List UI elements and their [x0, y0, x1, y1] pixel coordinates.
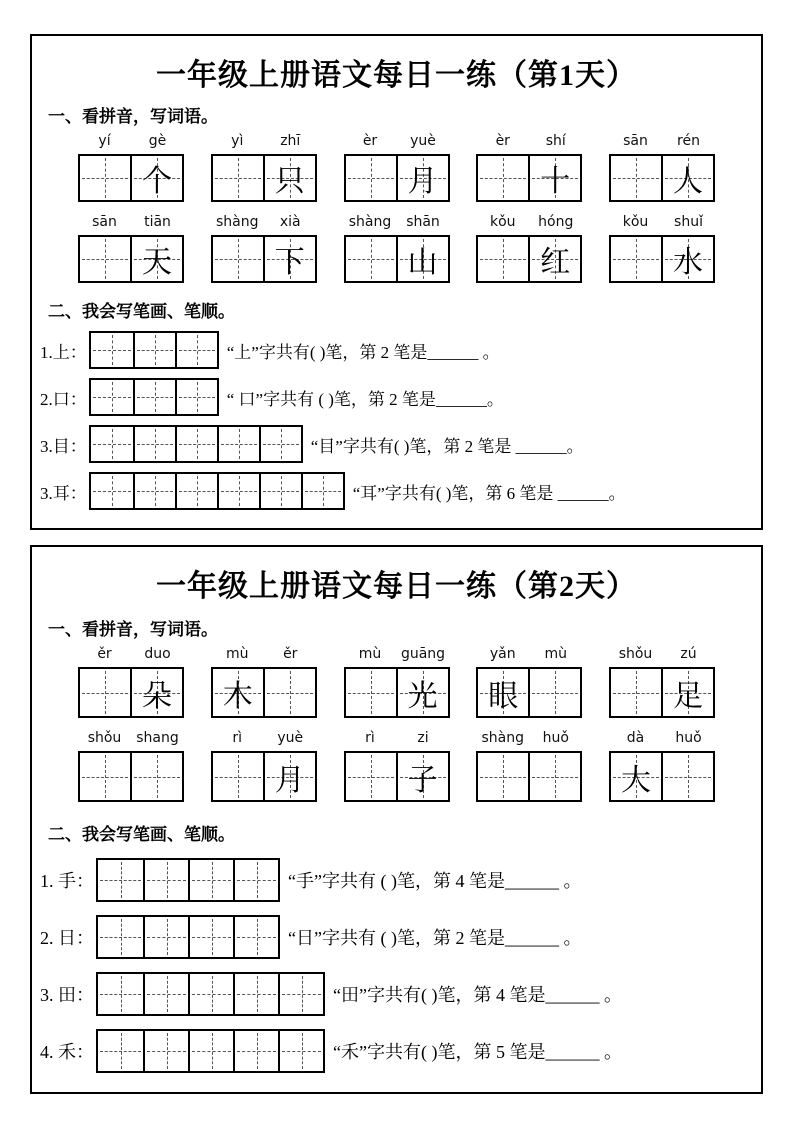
writing-cell — [478, 156, 528, 200]
word-item — [211, 646, 317, 718]
character-writing-box — [609, 154, 715, 202]
pinyin-syllable: ěr — [283, 646, 298, 662]
character-text: 子 — [407, 763, 438, 797]
stroke-practice-section — [32, 858, 761, 1073]
pinyin-syllable: sān — [92, 214, 117, 230]
character-text — [663, 753, 713, 800]
pinyin-syllable: guāng — [400, 646, 446, 662]
writing-cell — [80, 669, 130, 716]
practice-cell — [233, 917, 278, 957]
pinyin-syllable: zhī — [280, 133, 301, 149]
section-heading-pinyin: 一、看拼音，写词语。 — [48, 107, 218, 126]
character-text — [265, 669, 315, 716]
practice-cell — [91, 333, 133, 367]
section-heading-strokes: 二、我会写笔画、笔顺。 — [48, 302, 235, 321]
practice-cell — [175, 427, 217, 461]
pinyin-syllable: rén — [677, 133, 700, 149]
stroke-question: “ 口”字共有 ( )笔，第 2 笔是______。 — [226, 389, 504, 409]
practice-boxes — [89, 425, 303, 463]
writing-cell — [611, 237, 661, 281]
writing-cell — [213, 753, 263, 800]
pinyin-syllable: yuè — [277, 730, 304, 746]
word-item — [609, 646, 715, 718]
word-item — [78, 133, 184, 202]
practice-boxes — [89, 472, 345, 510]
character-writing-box — [476, 751, 582, 802]
writing-cell — [661, 156, 713, 200]
writing-cell — [130, 237, 182, 281]
practice-cell — [233, 1031, 278, 1071]
character-writing-box — [609, 667, 715, 718]
character-text: 水 — [673, 246, 703, 279]
pinyin-label — [609, 133, 715, 154]
character-text — [213, 753, 263, 800]
pinyin-label — [476, 730, 582, 751]
character-text — [346, 156, 396, 200]
stroke-label: 1.上： — [40, 342, 87, 362]
character-text — [611, 237, 661, 281]
character-text — [611, 669, 661, 716]
writing-cell — [611, 156, 661, 200]
character-writing-box — [344, 751, 450, 802]
pinyin-syllable: zú — [680, 646, 697, 662]
writing-cell — [346, 156, 396, 200]
character-text: 人 — [673, 165, 703, 198]
practice-cell — [91, 427, 133, 461]
character-text — [478, 156, 528, 200]
character-text: 朵 — [142, 679, 172, 713]
practice-cell — [91, 380, 133, 414]
word-item — [344, 730, 450, 802]
stroke-question: “上”字共有( )笔，第 2 笔是______ 。 — [226, 342, 500, 362]
pinyin-syllable: duo — [144, 646, 171, 662]
page-title: 一年级上册语文每日一练（第2天） — [156, 570, 637, 603]
character-text: 光 — [407, 679, 438, 713]
pinyin-syllable: hóng — [538, 214, 574, 230]
practice-boxes — [96, 972, 325, 1016]
word-item — [476, 730, 582, 802]
pinyin-syllable: yì — [231, 133, 244, 149]
writing-cell — [80, 156, 130, 200]
writing-cell — [263, 156, 315, 200]
character-writing-box — [211, 667, 317, 718]
pinyin-syllable: tiān — [144, 214, 171, 230]
pinyin-syllable: yuè — [410, 133, 436, 149]
writing-cell — [130, 669, 182, 716]
character-text — [346, 669, 396, 716]
practice-cell — [143, 1031, 188, 1071]
practice-cell — [91, 474, 133, 508]
stroke-practice-row — [40, 972, 751, 1016]
pinyin-word-grid — [32, 642, 761, 810]
practice-cell — [188, 860, 233, 900]
practice-boxes — [96, 915, 280, 959]
pinyin-label — [476, 133, 582, 154]
word-item — [78, 730, 184, 802]
stroke-practice-row — [40, 915, 751, 959]
word-item — [78, 214, 184, 283]
word-item — [211, 730, 317, 802]
pinyin-syllable: èr — [495, 133, 510, 149]
practice-cell — [233, 860, 278, 900]
pinyin-word-row — [32, 210, 761, 291]
character-writing-box — [78, 154, 184, 202]
writing-cell — [213, 669, 263, 716]
stroke-practice-row — [40, 472, 751, 510]
character-text — [80, 669, 130, 716]
stroke-question: “田”字共有( )笔，第 4 笔是______ 。 — [333, 985, 622, 1005]
character-text: 红 — [540, 246, 571, 279]
pinyin-label — [344, 133, 450, 154]
pinyin-syllable: zi — [417, 730, 429, 746]
practice-boxes — [89, 331, 219, 369]
pinyin-word-grid — [32, 129, 761, 291]
practice-cell — [233, 974, 278, 1014]
pinyin-label — [211, 214, 317, 235]
practice-cell — [143, 974, 188, 1014]
writing-cell — [213, 237, 263, 281]
worksheet-page-day2 — [30, 545, 763, 1094]
stroke-question: “手”字共有 ( )笔，第 4 笔是______ 。 — [288, 871, 582, 891]
pinyin-syllable: èr — [362, 133, 378, 149]
pinyin-label — [476, 214, 582, 235]
pinyin-label — [609, 214, 715, 235]
writing-cell — [263, 753, 315, 800]
pinyin-syllable: mù — [358, 646, 382, 662]
stroke-practice-row — [40, 425, 751, 463]
pinyin-syllable: sān — [623, 133, 648, 149]
pinyin-syllable: xià — [279, 214, 301, 230]
writing-cell — [528, 156, 580, 200]
character-writing-box — [476, 667, 582, 718]
practice-cell — [278, 974, 323, 1014]
pinyin-syllable: huǒ — [675, 730, 702, 746]
writing-cell — [611, 669, 661, 716]
pinyin-syllable: shǒu — [87, 730, 122, 746]
writing-cell — [528, 237, 580, 281]
pinyin-syllable: shān — [406, 214, 440, 230]
pinyin-syllable: shàng — [481, 730, 524, 746]
practice-cell — [188, 917, 233, 957]
practice-cell — [175, 380, 217, 414]
stroke-practice-row — [40, 1029, 751, 1073]
word-item — [609, 730, 715, 802]
pinyin-syllable: mù — [225, 646, 249, 662]
practice-cell — [175, 474, 217, 508]
stroke-practice-section — [32, 331, 761, 510]
stroke-practice-row — [40, 378, 751, 416]
word-item — [476, 214, 582, 283]
writing-cell — [80, 237, 130, 281]
writing-cell — [130, 156, 182, 200]
character-text: 足 — [673, 679, 703, 713]
character-text: 月 — [407, 165, 438, 198]
character-text: 山 — [407, 246, 438, 279]
writing-cell — [346, 237, 396, 281]
pinyin-syllable: yí — [98, 133, 111, 149]
pinyin-syllable: shang — [136, 730, 179, 746]
character-text — [213, 237, 263, 281]
character-text — [346, 753, 396, 800]
practice-cell — [143, 860, 188, 900]
writing-cell — [346, 669, 396, 716]
character-text — [530, 669, 580, 716]
stroke-label: 1. 手： — [40, 871, 94, 891]
practice-cell — [278, 1031, 323, 1071]
practice-boxes — [96, 1029, 325, 1073]
word-item — [211, 214, 317, 283]
character-text — [611, 156, 661, 200]
character-text: 大 — [621, 763, 651, 797]
practice-cell — [98, 974, 143, 1014]
writing-cell — [478, 237, 528, 281]
character-text: 天 — [142, 246, 172, 279]
pinyin-label — [78, 646, 184, 667]
practice-cell — [259, 427, 301, 461]
stroke-question: “日”字共有 ( )笔，第 2 笔是______ 。 — [288, 928, 582, 948]
character-text: 个 — [142, 165, 172, 198]
pinyin-label — [344, 730, 450, 751]
practice-boxes — [96, 858, 280, 902]
page-title: 一年级上册语文每日一练（第1天） — [156, 59, 637, 92]
character-writing-box — [211, 235, 317, 283]
pinyin-label — [211, 646, 317, 667]
writing-cell — [346, 753, 396, 800]
writing-cell — [80, 753, 130, 800]
practice-boxes — [89, 378, 219, 416]
writing-cell — [130, 753, 182, 800]
pinyin-syllable: yǎn — [489, 646, 516, 662]
word-item — [476, 133, 582, 202]
stroke-practice-row — [40, 331, 751, 369]
character-text — [346, 237, 396, 281]
character-text: 月 — [274, 763, 305, 797]
section-heading-pinyin: 一、看拼音，写词语。 — [48, 620, 218, 639]
character-writing-box — [344, 154, 450, 202]
word-item — [344, 133, 450, 202]
writing-cell — [661, 753, 713, 800]
word-item — [211, 133, 317, 202]
pinyin-label — [211, 133, 317, 154]
pinyin-word-row — [32, 726, 761, 810]
word-item — [609, 133, 715, 202]
pinyin-syllable: shuǐ — [674, 214, 703, 230]
character-text — [478, 753, 528, 800]
stroke-question: “目”字共有( )笔，第 2 笔是 ______。 — [310, 436, 584, 456]
practice-cell — [217, 427, 259, 461]
pinyin-syllable: rì — [232, 730, 243, 746]
pinyin-label — [344, 214, 450, 235]
character-text — [80, 237, 130, 281]
practice-cell — [143, 917, 188, 957]
writing-cell — [528, 669, 580, 716]
pinyin-syllable: gè — [148, 133, 167, 149]
pinyin-syllable: shí — [545, 133, 566, 149]
writing-cell — [213, 156, 263, 200]
character-text — [80, 753, 130, 800]
worksheet-page-day1 — [30, 34, 763, 530]
character-text: 木 — [222, 679, 253, 713]
practice-cell — [133, 380, 175, 414]
pinyin-syllable: shǒu — [618, 646, 653, 662]
character-writing-box — [211, 154, 317, 202]
writing-cell — [396, 753, 448, 800]
practice-cell — [98, 1031, 143, 1071]
character-writing-box — [476, 235, 582, 283]
character-writing-box — [78, 751, 184, 802]
stroke-label: 3. 田： — [40, 985, 94, 1005]
word-item — [78, 646, 184, 718]
practice-cell — [217, 474, 259, 508]
pinyin-label — [609, 646, 715, 667]
writing-cell — [661, 669, 713, 716]
writing-cell — [661, 237, 713, 281]
character-writing-box — [344, 667, 450, 718]
pinyin-label — [78, 214, 184, 235]
stroke-label: 2.口： — [40, 389, 87, 409]
practice-cell — [301, 474, 343, 508]
pinyin-label — [78, 730, 184, 751]
word-item — [344, 214, 450, 283]
practice-cell — [133, 474, 175, 508]
pinyin-syllable: dà — [626, 730, 645, 746]
section-heading-strokes: 二、我会写笔画、笔顺。 — [48, 825, 235, 844]
character-writing-box — [78, 235, 184, 283]
character-writing-box — [609, 751, 715, 802]
pinyin-word-row — [32, 129, 761, 210]
writing-cell — [478, 669, 528, 716]
stroke-label: 3.目： — [40, 436, 87, 456]
practice-cell — [175, 333, 217, 367]
pinyin-label — [211, 730, 317, 751]
writing-cell — [263, 669, 315, 716]
character-writing-box — [78, 667, 184, 718]
character-writing-box — [476, 154, 582, 202]
pinyin-label — [78, 133, 184, 154]
stroke-question: “禾”字共有( )笔，第 5 笔是______ 。 — [333, 1042, 622, 1062]
stroke-practice-row — [40, 858, 751, 902]
character-writing-box — [344, 235, 450, 283]
writing-cell — [528, 753, 580, 800]
writing-cell — [396, 237, 448, 281]
character-writing-box — [609, 235, 715, 283]
pinyin-syllable: rì — [365, 730, 375, 746]
pinyin-syllable: kǒu — [622, 214, 649, 230]
character-text: 下 — [274, 246, 305, 279]
pinyin-label — [344, 646, 450, 667]
practice-cell — [259, 474, 301, 508]
pinyin-syllable: ěr — [97, 646, 112, 662]
character-text — [213, 156, 263, 200]
stroke-label: 4. 禾： — [40, 1042, 94, 1062]
stroke-question: “耳”字共有( )笔，第 6 笔是 ______。 — [352, 483, 626, 503]
character-text: 只 — [274, 165, 305, 198]
character-text — [132, 753, 182, 800]
character-text: 十 — [540, 165, 571, 198]
word-item — [609, 214, 715, 283]
practice-cell — [188, 974, 233, 1014]
stroke-label: 3.耳： — [40, 483, 87, 503]
pinyin-syllable: huǒ — [542, 730, 569, 746]
practice-cell — [98, 860, 143, 900]
writing-cell — [396, 669, 448, 716]
pinyin-label — [609, 730, 715, 751]
word-item — [344, 646, 450, 718]
character-text — [478, 237, 528, 281]
pinyin-syllable: kǒu — [489, 214, 516, 230]
character-text — [530, 753, 580, 800]
pinyin-syllable: mù — [544, 646, 567, 662]
practice-cell — [98, 917, 143, 957]
writing-cell — [263, 237, 315, 281]
practice-cell — [188, 1031, 233, 1071]
writing-cell — [478, 753, 528, 800]
character-writing-box — [211, 751, 317, 802]
writing-cell — [611, 753, 661, 800]
pinyin-label — [476, 646, 582, 667]
writing-cell — [396, 156, 448, 200]
pinyin-syllable: shàng — [348, 214, 392, 230]
character-text — [80, 156, 130, 200]
word-item — [476, 646, 582, 718]
character-text: 眼 — [488, 679, 519, 713]
practice-cell — [133, 427, 175, 461]
stroke-label: 2. 日： — [40, 928, 94, 948]
pinyin-syllable: shàng — [215, 214, 259, 230]
pinyin-word-row — [32, 642, 761, 726]
practice-cell — [133, 333, 175, 367]
